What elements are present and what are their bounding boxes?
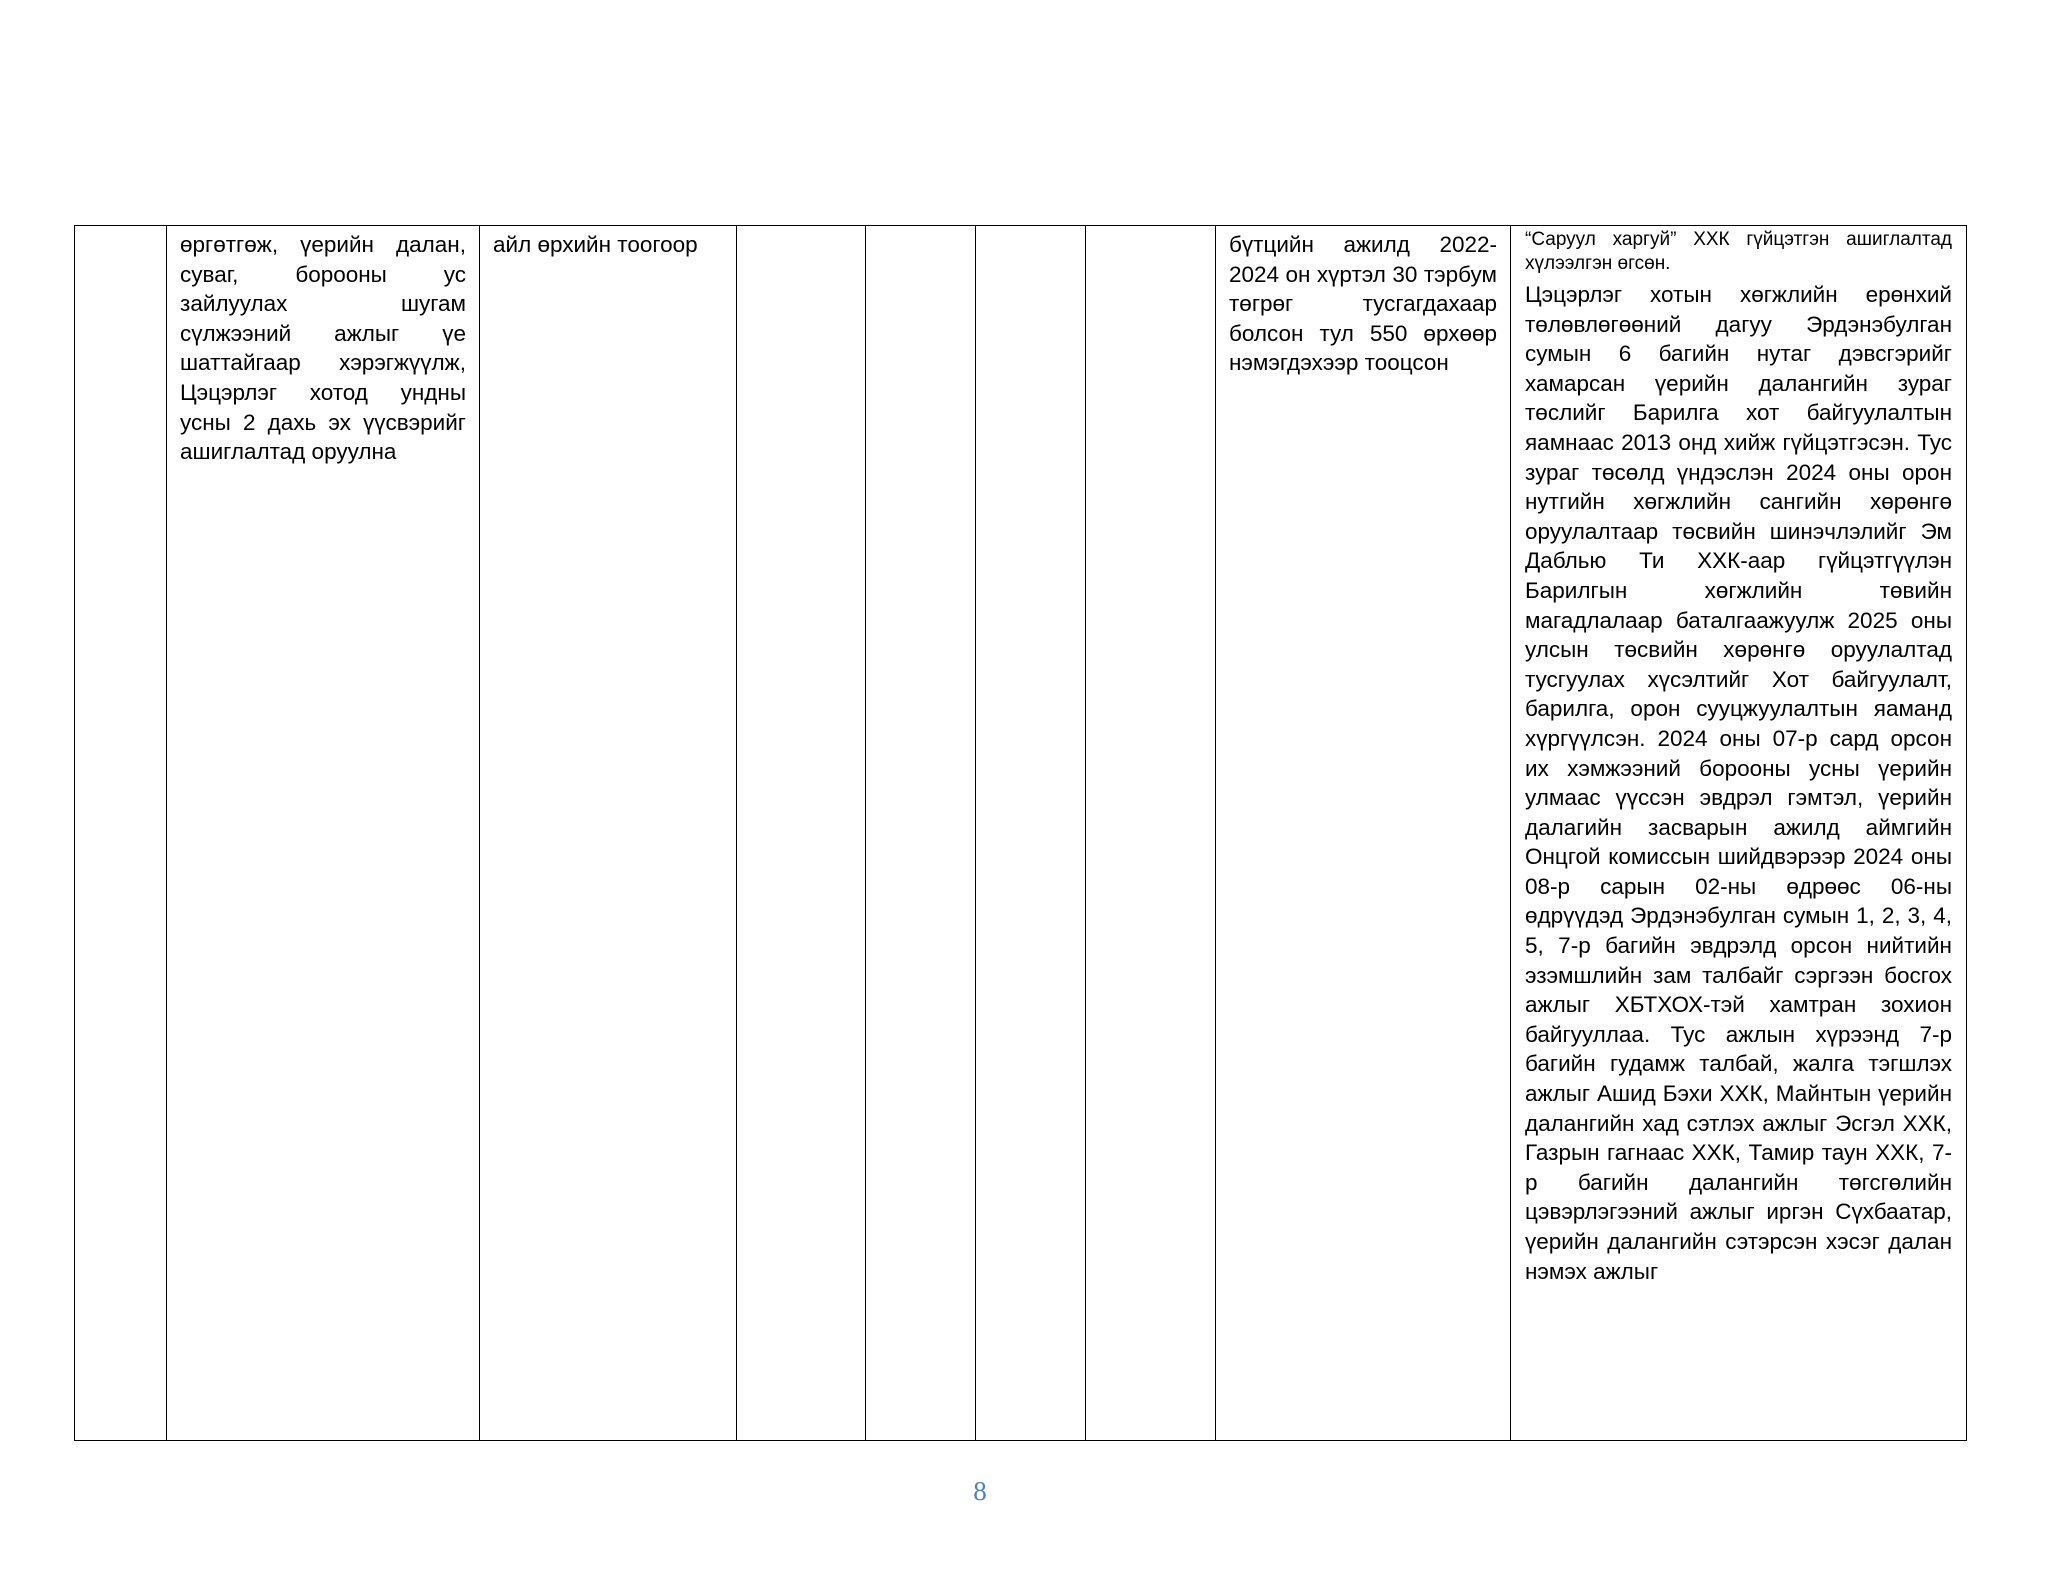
cell-progress: [1511, 226, 1967, 1441]
basis-text: бүтцийн ажилд 2022-2024 он хүртэл 30 тэрбум төгрөг тусгагдахаар болсон тул 550 өрхөөр нэмэгдэхээр тооцсон: [1229, 232, 1497, 376]
cell-empty-4: [1086, 226, 1216, 1441]
progress-note-text: “Саруул харгуй” ХХК гүйцэтгэн ашиглалтад хүлээлгэн өгсөн.: [1525, 229, 1952, 274]
cell-activity: [167, 226, 480, 1441]
report-table: [74, 225, 1967, 1441]
cell-index: [75, 226, 167, 1441]
cell-empty-3: [976, 226, 1086, 1441]
progress-main-text: Цэцэрлэг хотын хөгжлийн ерөнхий төлөвлөгөөний дагуу Эрдэнэбулган сумын 6 багийн нутаг дэвсгэрийг хамарсан үерийн далангийн зураг төслийг Барилга хот байгуулалтын яамнаас 2013 онд хийж гүйцэтгэсэн. Тус зураг төсөлд үндэслэн 2024 оны орон нутгийн хөгжлийн сангийн хөрөнгө оруулалтаар төсвийн шинэчлэлийг Эм Даблью Ти ХХК-аар гүйцэтгүүлэн Барилгын хөгжлийн төвийн магадлалаар баталгаажуулж 2025 оны улсын төсвийн хөрөнгө оруулалтад тусгуулах хүсэлтийг Хот байгуулалт, барилга, орон сууцжуулалтын яаманд хүргүүлсэн. 2024 оны 07-р сард орсон их хэмжээний борооны усны үерийн улмаас үүссэн эвдрэл гэмтэл, үерийн далагийн засварын ажилд аймгийн Онцгой комиссын шийдвэрээр 2024 оны 08-р сарын 02-ны өдрөөс 06-ны өдрүүдэд Эрдэнэбулган сумын 1, 2, 3, 4, 5, 7-р багийн эвдрэлд орсон нийтийн эзэмшлийн зам талбайг сэргээн босгох ажлыг ХБТХОХ-тэй хамтран зохион байгууллаа. Тус ажлын хүрээнд 7-р багийн гудамж талбай, жалга тэгшлэх ажлыг Ашид Бэхи ХХК, Майнтын үерийн далангийн хад сэтлэх ажлыг Эсгэл ХХК, Газрын гагнаас ХХК, Тамир таун ХХК, 7-р багийн далангийн төгсгөлийн цэвэрлэгээний ажлыг иргэн Сүхбаатар, үерийн далангийн сэтэрсэн хэсэг далан нэмэх ажлыг: [1525, 282, 1952, 1284]
cell-empty-1: [737, 226, 866, 1441]
indicator-text: айл өрхийн тоогоор: [493, 232, 698, 257]
cell-empty-2: [866, 226, 976, 1441]
page-number: 8: [973, 1476, 987, 1506]
cell-indicator: [480, 226, 737, 1441]
table-row: [75, 226, 1967, 1441]
activity-text: өргөтгөж, үерийн далан, суваг, борооны ус зайлуулах шугам сүлжээний ажлыг үе шаттайгаар хэрэгжүүлж, Цэцэрлэг хотод ундны усны 2 дахь эх үүсвэрийг ашиглалтад оруулна: [180, 232, 466, 465]
cell-basis: [1216, 226, 1511, 1441]
